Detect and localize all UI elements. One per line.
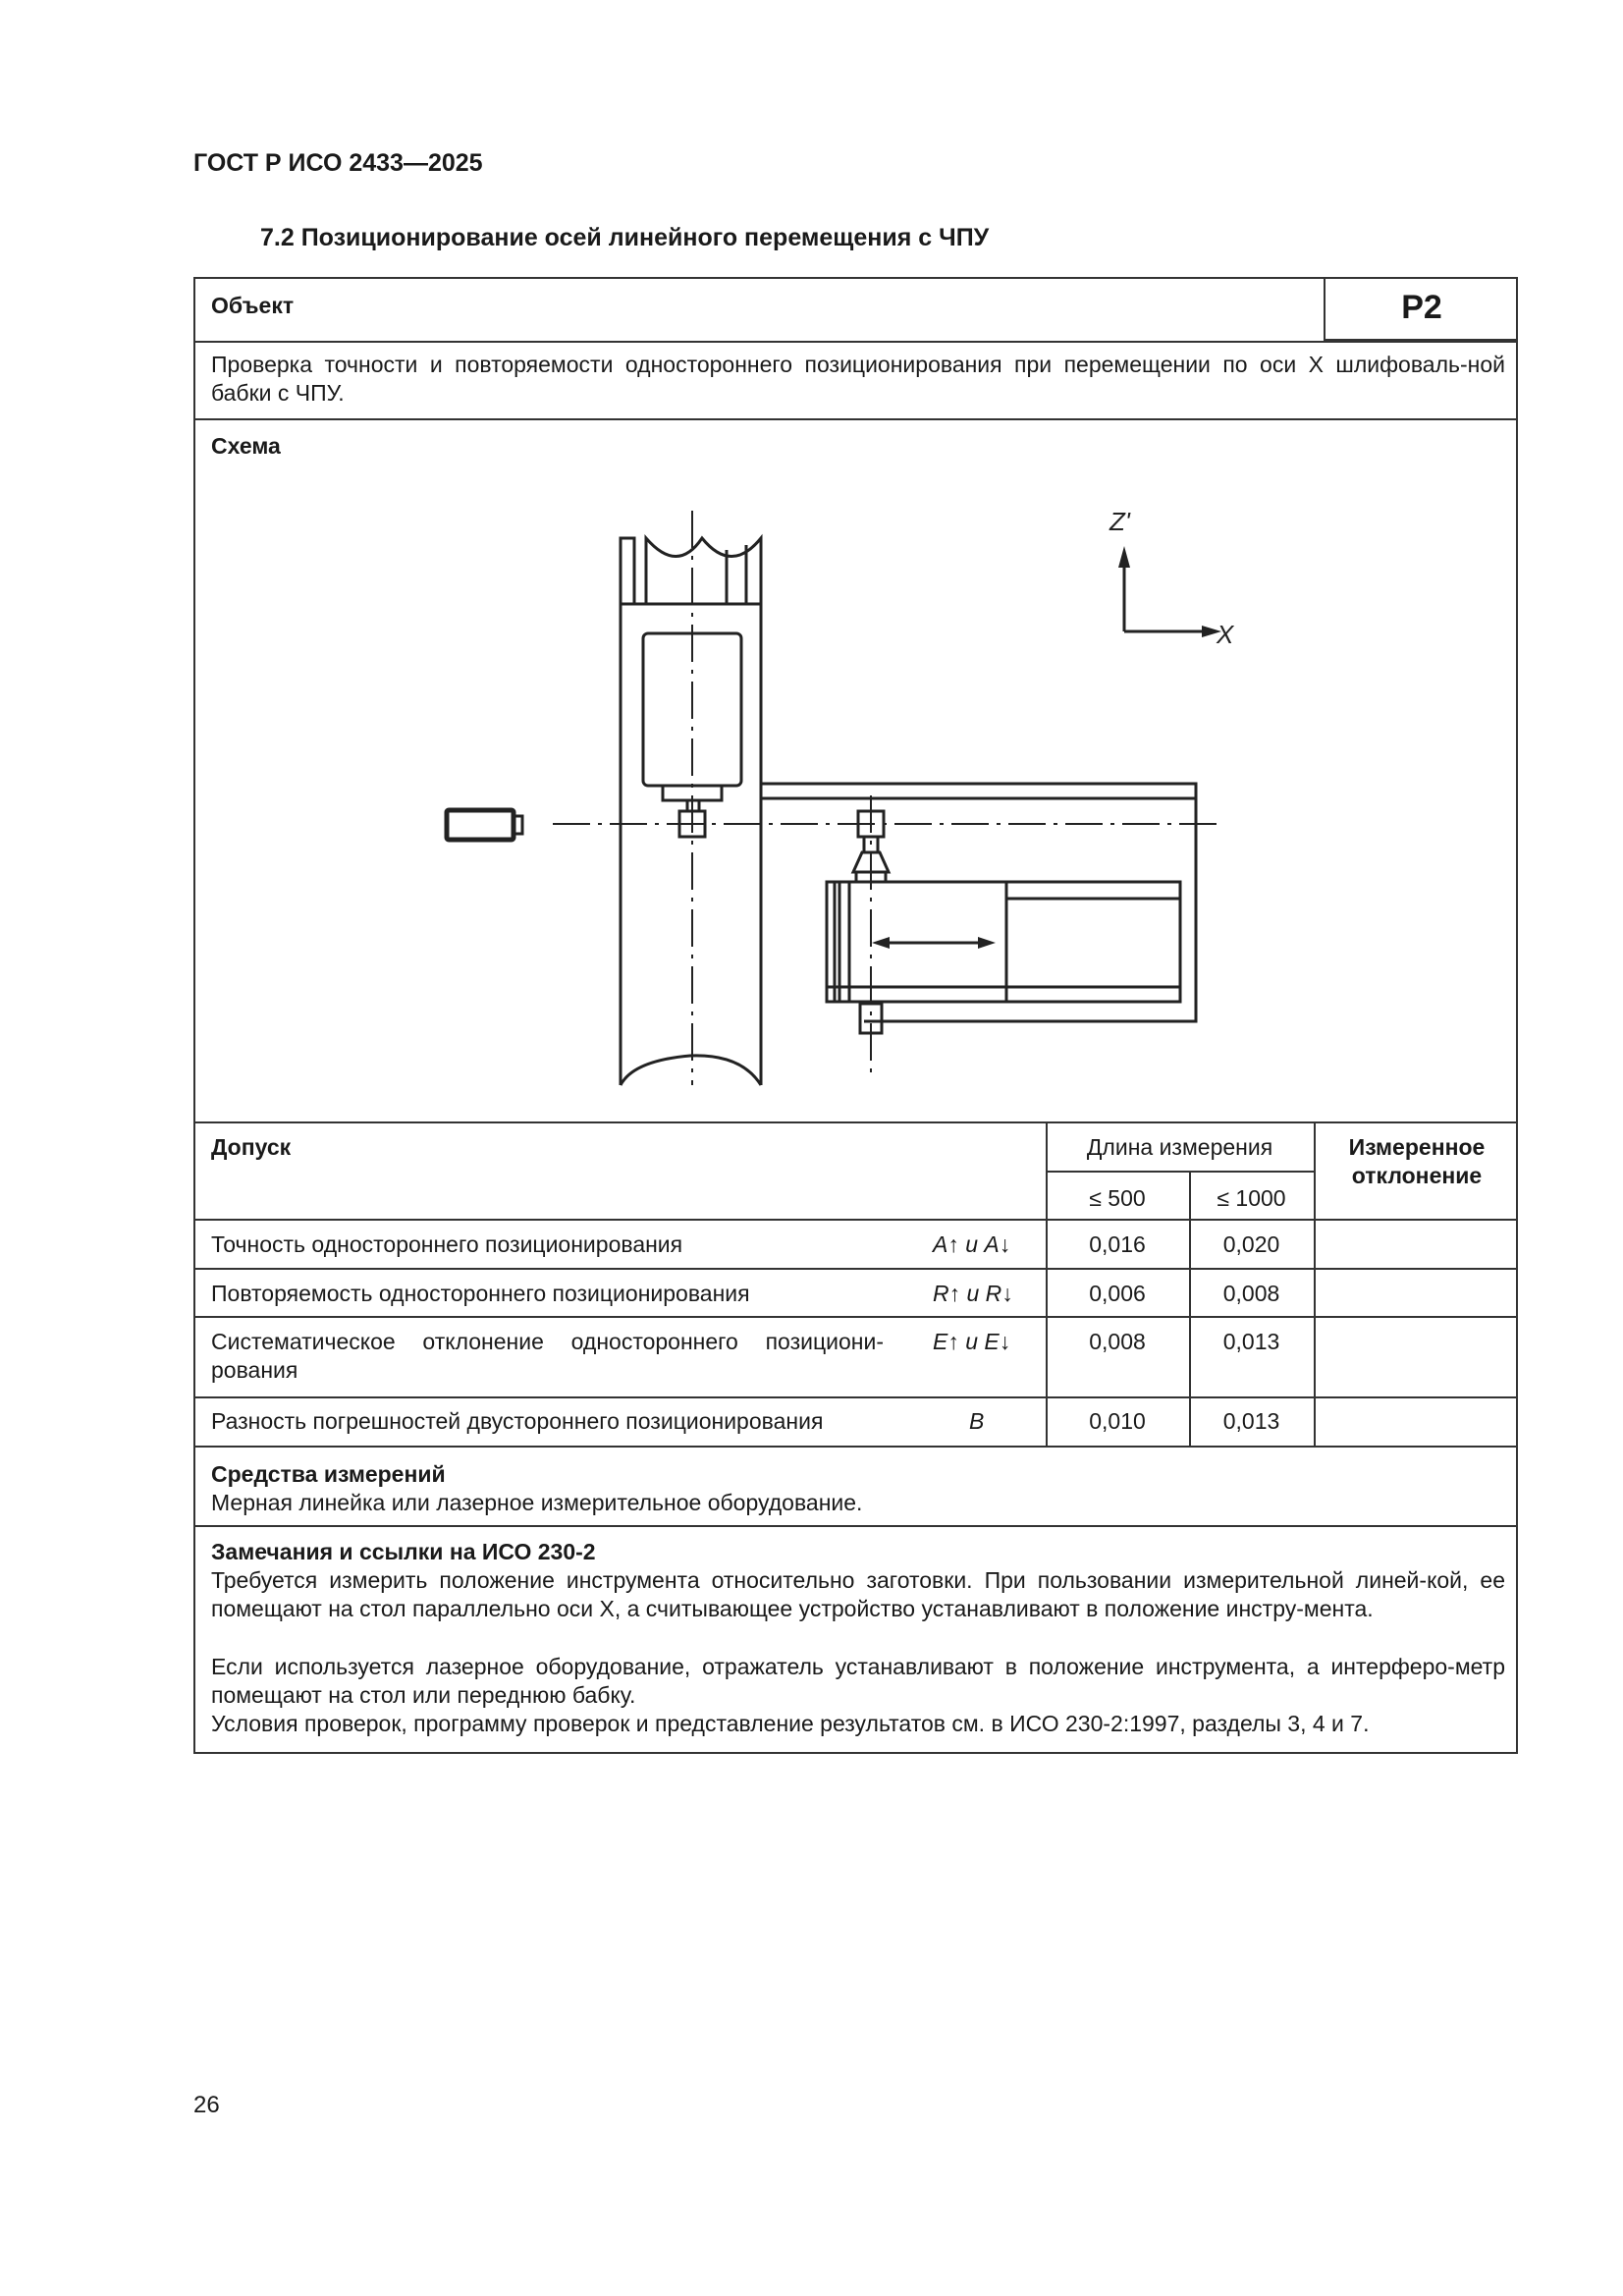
- row-name: Систематическое отклонение одностороннего позициони-рования: [211, 1329, 884, 1383]
- test-code-box: P2: [1324, 277, 1518, 341]
- axis-z-label: Z': [1109, 507, 1130, 536]
- row-symbol: B: [969, 1408, 985, 1434]
- object-description: Проверка точности и повторяемости одностороннего позиционирования при перемещении по оси X шлифоваль-ной бабки с ЧПУ.: [211, 352, 1505, 406]
- length-header: Длина измерения: [1086, 1134, 1273, 1160]
- row-value-500: 0,010: [1089, 1408, 1146, 1434]
- row-name: Точность одностороннего позиционирования: [211, 1231, 683, 1257]
- remarks-paragraph: Если используется лазерное оборудование, отражатель устанавливают в положение инструмента, а интерферо-метр помещают на стол или переднюю бабку.: [211, 1654, 1505, 1708]
- col-1000: ≤ 1000: [1217, 1185, 1286, 1211]
- divider: [1046, 1171, 1314, 1173]
- row-value-1000: 0,008: [1222, 1281, 1280, 1306]
- divider: [193, 1396, 1518, 1398]
- carriage-plate: [835, 882, 849, 1002]
- arrow-left-icon: [872, 937, 890, 949]
- col-500: ≤ 500: [1089, 1185, 1146, 1211]
- section-title: 7.2 Позиционирование осей линейного перемещения с ЧПУ: [260, 224, 990, 251]
- row-value-500: 0,008: [1089, 1329, 1146, 1354]
- divider: [193, 1121, 1518, 1123]
- row-value-500: 0,006: [1089, 1281, 1146, 1306]
- divider: [193, 1446, 1518, 1448]
- row-value-500: 0,016: [1089, 1231, 1146, 1257]
- divider: [193, 1219, 1518, 1221]
- document-header: ГОСТ Р ИСО 2433—2025: [193, 149, 483, 177]
- row-symbol: A↑ и A↓: [933, 1231, 1011, 1257]
- divider: [193, 1316, 1518, 1318]
- divider: [193, 1268, 1518, 1270]
- instruments-label: Средства измерений: [211, 1461, 446, 1487]
- scheme-label: Схема: [211, 433, 281, 459]
- arrow-right-icon: [978, 937, 996, 949]
- object-label: Объект: [211, 293, 295, 318]
- row-value-1000: 0,020: [1222, 1231, 1280, 1257]
- laser-head: [447, 810, 514, 840]
- axis-x-label: X: [1217, 620, 1234, 649]
- row-value-1000: 0,013: [1222, 1408, 1280, 1434]
- row-name: Разность погрешностей двустороннего позиционирования: [211, 1408, 824, 1434]
- wheelhead-bottom: [621, 1056, 761, 1085]
- measured-header: Измеренное отклонение: [1348, 1134, 1486, 1188]
- row-symbol: E↑ и E↓: [933, 1329, 1011, 1354]
- instruments-text: Мерная линейка или лазерное измерительное оборудование.: [211, 1490, 863, 1515]
- row-symbol: R↑ и R↓: [933, 1281, 1013, 1306]
- arrow-up-icon: [1118, 546, 1130, 568]
- divider: [193, 1525, 1518, 1527]
- remarks-paragraph: Условия проверок, программу проверок и представление результатов см. в ИСО 230-2:1997, разделы 3, 4 и 7.: [211, 1711, 1370, 1736]
- remarks-label: Замечания и ссылки на ИСО 230-2: [211, 1539, 596, 1564]
- page-number: 26: [193, 2092, 220, 2118]
- row-value-1000: 0,013: [1222, 1329, 1280, 1354]
- tolerance-label: Допуск: [211, 1134, 292, 1160]
- row-name: Повторяемость одностороннего позиционирования: [211, 1281, 750, 1306]
- remarks-paragraph: Требуется измерить положение инструмента относительно заготовки. При пользовании измерительной линей-кой, ее помещают на стол параллельно оси X, а считывающее устройство устанавливают в положение инстру-мента.: [211, 1567, 1505, 1621]
